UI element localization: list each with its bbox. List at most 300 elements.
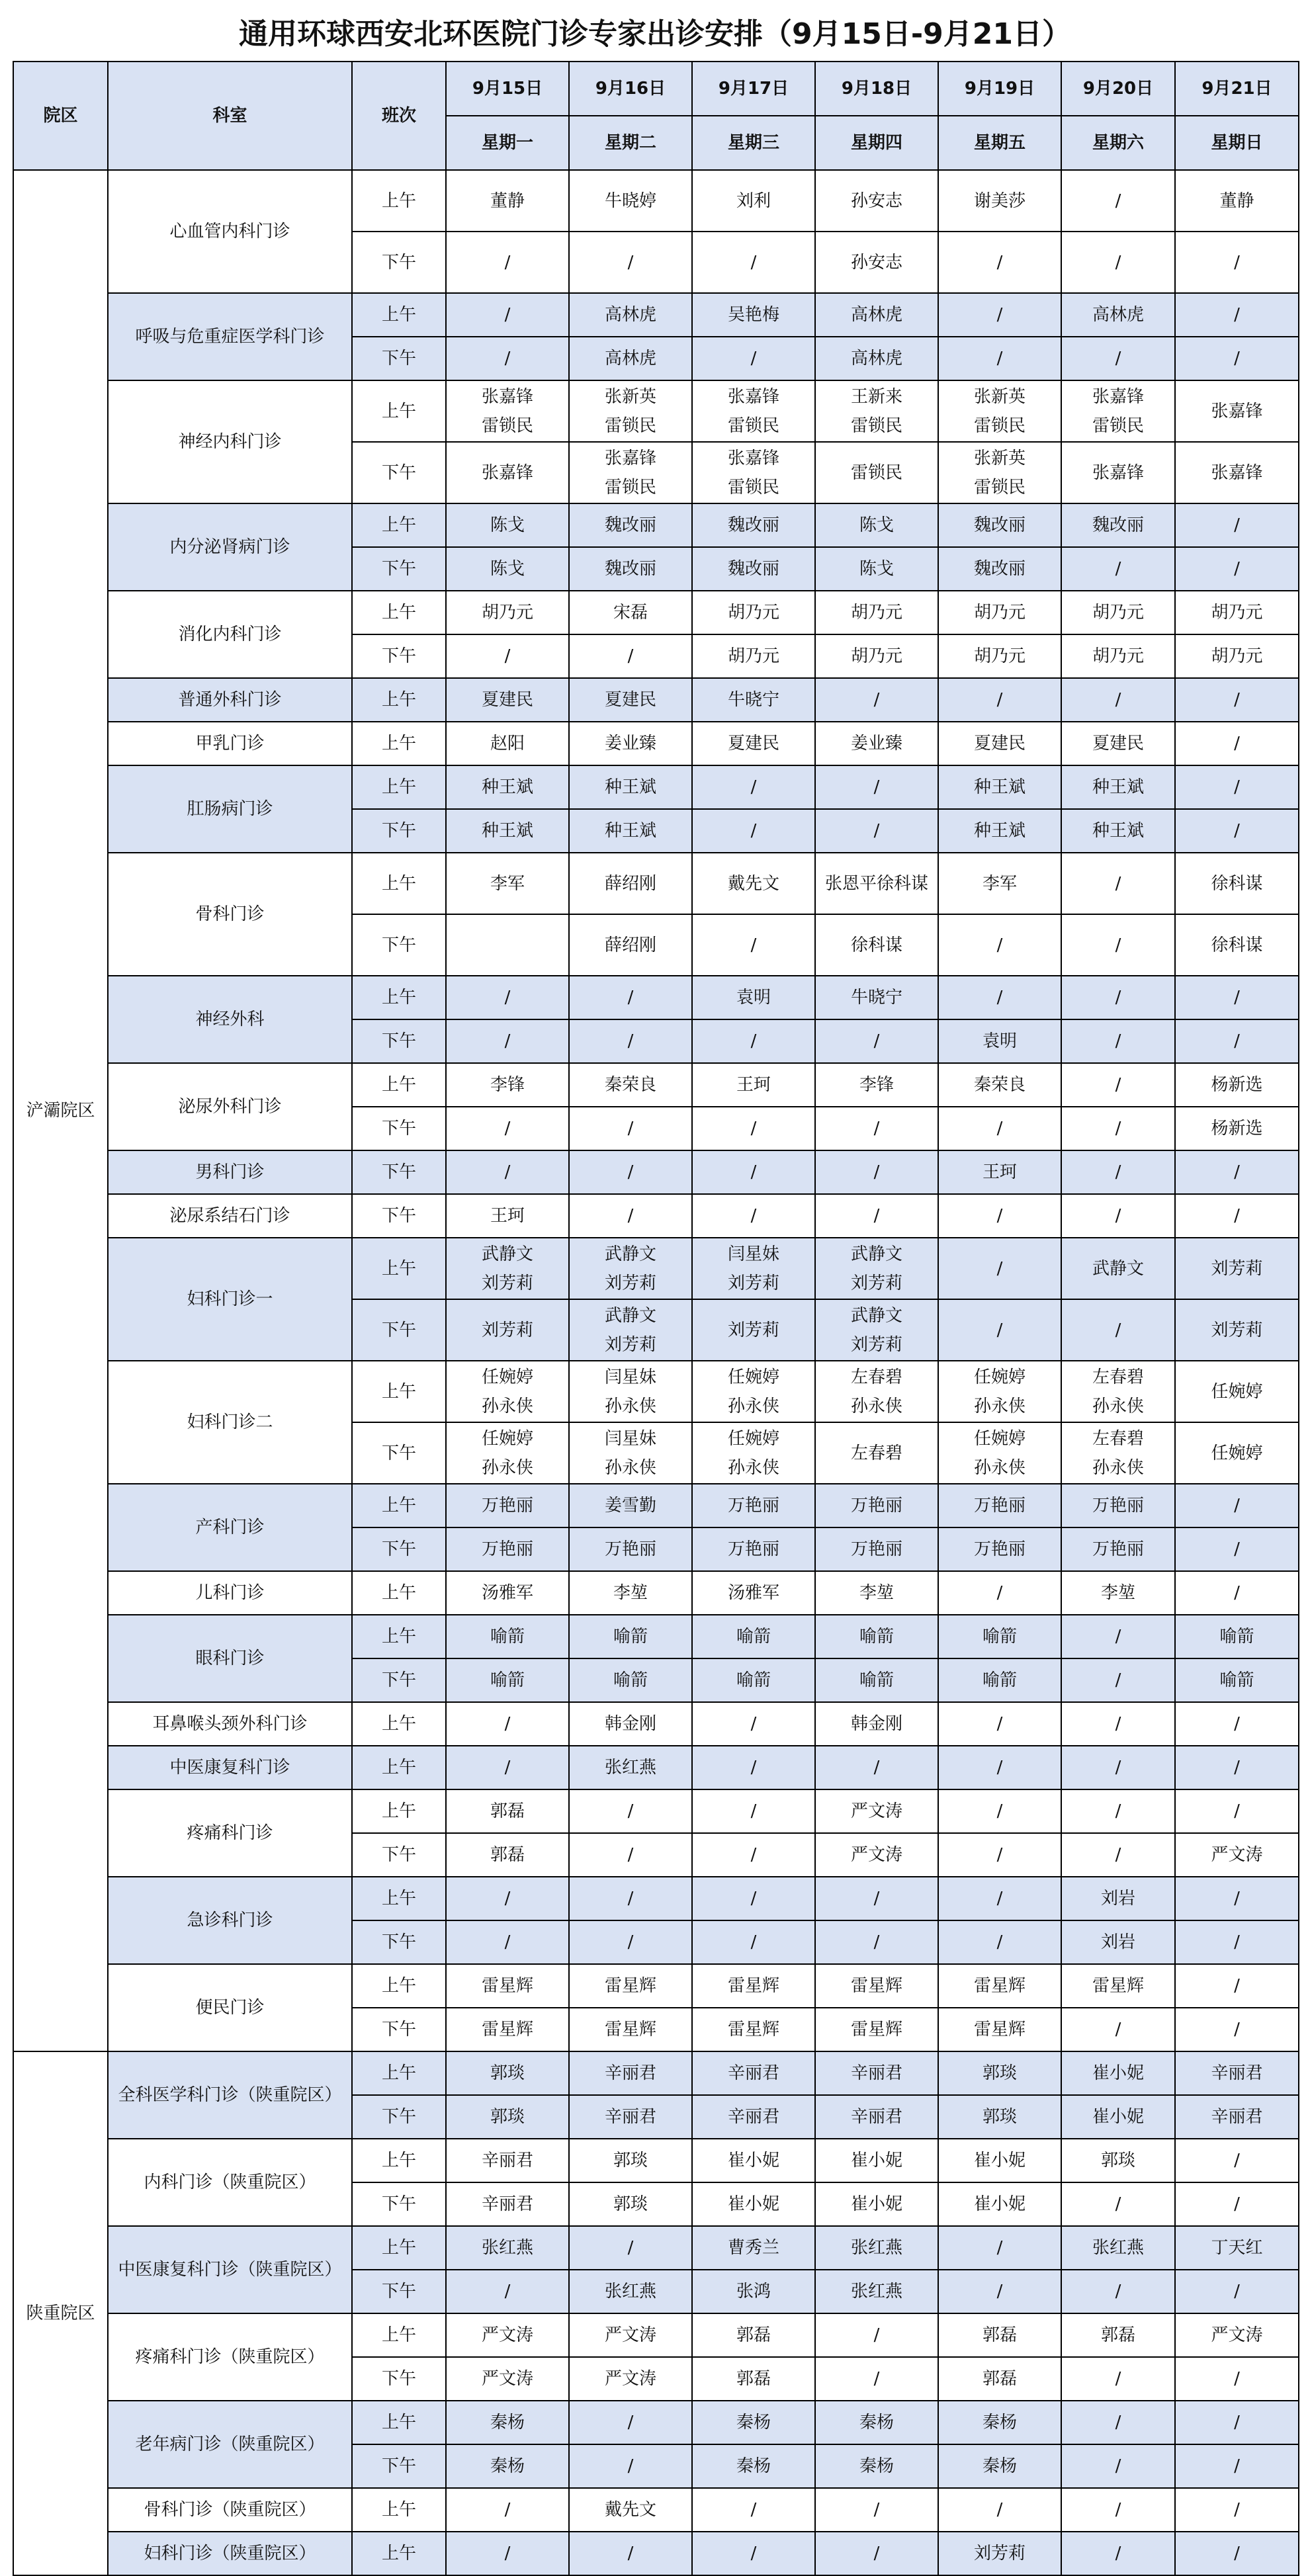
table-row [13,1238,1299,1299]
doctor-name: 雷锁民 [973,415,1026,436]
doctor-cell: 杨新选 [1175,1107,1299,1150]
shift-label: 下午 [352,2008,446,2051]
doctor-cell: 夏建民 [569,678,692,722]
doctor-cell: / [692,2532,815,2575]
doctor-cell: 夏建民 [1061,722,1175,765]
doctor-cell: / [692,2488,815,2532]
doctor-cell: 种王斌 [938,765,1061,809]
shift-label: 下午 [352,1527,446,1571]
doctor-cell: 张恩平徐科谋 [815,853,938,914]
doctor-cell: 刘利 [692,170,815,232]
doctor-cell: / [569,634,692,678]
doctor-cell: 喻箭 [569,1658,692,1702]
doctor-cell: / [1175,2357,1299,2401]
department-name: 普通外科门诊 [108,678,352,722]
doctor-cell: 喻箭 [446,1658,569,1702]
table-row [13,2401,1299,2444]
doctor-cell: / [692,1019,815,1063]
doctor-name: 刘芳莉 [604,1334,656,1355]
table-row [13,1484,1299,1527]
table-row [13,678,1299,722]
doctor-cell: 喻箭 [938,1615,1061,1658]
header-weekday: 星期五 [938,116,1061,170]
shift-label: 下午 [352,2270,446,2313]
doctor-cell: / [1175,722,1299,765]
doctor-cell: 高林虎 [1061,293,1175,337]
doctor-cell: 刘芳莉 [692,1299,815,1361]
doctor-cell: / [446,1019,569,1063]
doctor-cell: 徐科谋 [1175,853,1299,914]
doctor-cell: / [446,1746,569,1789]
doctor-cell: 谢美莎 [938,170,1061,232]
shift-label: 下午 [352,1019,446,1063]
table-row [13,1194,1299,1238]
doctor-cell: / [1175,2444,1299,2488]
table-row [13,722,1299,765]
doctor-cell: 雷星辉 [569,2008,692,2051]
doctor-cell: 郭琰 [446,2051,569,2095]
doctor-cell: / [815,765,938,809]
doctor-cell [692,1422,815,1484]
doctor-cell: 胡乃元 [1061,634,1175,678]
doctor-cell: 郭磊 [692,2357,815,2401]
table-row [13,765,1299,809]
department-name: 男科门诊 [108,1150,352,1194]
doctor-cell [1061,1422,1175,1484]
doctor-cell: 胡乃元 [1175,591,1299,634]
doctor-cell: 崔小妮 [1061,2095,1175,2139]
table-row [13,1789,1299,1833]
shift-label: 下午 [352,1150,446,1194]
doctor-cell: 魏改丽 [938,503,1061,547]
doctor-name: 任婉婷 [727,1428,779,1449]
doctor-cell: / [1061,2357,1175,2401]
doctor-cell: 雷星辉 [446,2008,569,2051]
doctor-cell: / [1175,1702,1299,1746]
doctor-cell: / [1061,1194,1175,1238]
doctor-cell: / [815,1194,938,1238]
doctor-cell: 刘岩 [1061,1920,1175,1964]
doctor-cell: 秦杨 [938,2401,1061,2444]
table-header [13,62,1299,170]
doctor-cell: 辛丽君 [692,2095,815,2139]
doctor-name: 雷锁民 [727,477,779,497]
doctor-cell: 张嘉锋 [1175,380,1299,442]
doctor-name: 雷锁民 [604,477,656,497]
doctor-name: 孙永侠 [973,1457,1026,1478]
doctor-cell: / [1061,2488,1175,2532]
doctor-cell: / [938,914,1061,976]
doctor-cell: 雷星辉 [815,2008,938,2051]
doctor-cell: 秦杨 [692,2401,815,2444]
doctor-cell: 刘芳莉 [446,1299,569,1361]
header-date: 9月18日 [815,62,938,116]
doctor-cell: 辛丽君 [569,2095,692,2139]
doctor-cell: 张红燕 [569,1746,692,1789]
doctor-cell: 陈戈 [446,503,569,547]
doctor-cell: 喻箭 [1175,1658,1299,1702]
doctor-cell: 严文涛 [446,2357,569,2401]
doctor-cell: 刘芳莉 [1175,1238,1299,1299]
doctor-cell: 辛丽君 [446,2182,569,2226]
shift-label: 下午 [352,547,446,591]
doctor-cell [692,380,815,442]
doctor-cell: / [938,1833,1061,1877]
doctor-cell: 杨新选 [1175,1063,1299,1107]
doctor-cell: 秦杨 [446,2401,569,2444]
doctor-cell: 万艳丽 [815,1527,938,1571]
shift-label: 下午 [352,914,446,976]
doctor-cell: / [938,1107,1061,1150]
doctor-cell: 张嘉锋 [446,442,569,503]
doctor-cell: / [1061,976,1175,1019]
doctor-cell: 夏建民 [938,722,1061,765]
doctor-cell: 喻箭 [815,1658,938,1702]
department-name: 消化内科门诊 [108,591,352,678]
shift-label: 上午 [352,591,446,634]
doctor-cell: 魏改丽 [692,503,815,547]
doctor-name: 闫星妹 [604,1428,656,1449]
doctor-name: 左春碧 [850,1367,902,1387]
table-row [13,2532,1299,2575]
doctor-cell: 严文涛 [1175,2313,1299,2357]
doctor-cell: 张嘉锋 [1175,442,1299,503]
doctor-name: 任婉婷 [727,1367,779,1387]
doctor-cell: 胡乃元 [446,591,569,634]
doctor-cell: / [938,2226,1061,2270]
doctor-cell: / [446,2488,569,2532]
doctor-cell: / [446,2532,569,2575]
doctor-cell: / [815,1019,938,1063]
table-row [13,2051,1299,2095]
table-row [13,170,1299,232]
doctor-cell: 种王斌 [938,809,1061,853]
doctor-cell: / [1175,1746,1299,1789]
doctor-cell: / [1175,2488,1299,2532]
doctor-cell: 魏改丽 [1061,503,1175,547]
doctor-cell: 赵阳 [446,722,569,765]
table-row [13,1063,1299,1107]
doctor-name: 孙永侠 [727,1457,779,1478]
doctor-cell: / [1061,547,1175,591]
doctor-cell: 徐科谋 [815,914,938,976]
doctor-cell: 种王斌 [1061,765,1175,809]
doctor-cell: 任婉婷 [1175,1422,1299,1484]
doctor-cell: 汤雅军 [692,1571,815,1615]
doctor-cell: / [938,678,1061,722]
doctor-cell: 韩金刚 [815,1702,938,1746]
doctor-name: 武静文 [481,1244,533,1264]
shift-label: 上午 [352,1571,446,1615]
header-date: 9月19日 [938,62,1061,116]
doctor-name: 任婉婷 [481,1428,533,1449]
shift-label: 上午 [352,678,446,722]
table-row [13,976,1299,1019]
doctor-cell: / [1175,976,1299,1019]
shift-label: 下午 [352,634,446,678]
table-body [13,170,1299,2575]
doctor-cell: 陈戈 [815,547,938,591]
doctor-cell: 万艳丽 [692,1527,815,1571]
doctor-cell: / [446,976,569,1019]
doctor-cell: 李锋 [815,1063,938,1107]
doctor-cell: 郭磊 [938,2313,1061,2357]
doctor-cell: 雷星辉 [1061,1964,1175,2008]
doctor-cell: / [1061,232,1175,293]
doctor-cell: / [692,1789,815,1833]
department-name: 中医康复科门诊（陕重院区） [108,2226,352,2313]
shift-label: 上午 [352,1746,446,1789]
doctor-cell: / [569,1920,692,1964]
doctor-cell: / [1175,2182,1299,2226]
page-title: 通用环球西安北环医院门诊专家出诊安排（9月15日-9月21日） [239,17,1071,51]
doctor-cell: / [1061,1658,1175,1702]
doctor-cell: / [1061,853,1175,914]
doctor-cell: 牛晓婷 [569,170,692,232]
doctor-name: 张嘉锋 [727,386,779,407]
doctor-cell: 雷星辉 [446,1964,569,2008]
department-name: 急诊科门诊 [108,1877,352,1964]
doctor-cell: 李军 [938,853,1061,914]
doctor-cell: 万艳丽 [446,1484,569,1527]
doctor-name: 雷锁民 [1092,415,1144,436]
doctor-name: 武静文 [850,1244,902,1264]
doctor-cell: 戴先文 [569,2488,692,2532]
doctor-cell: / [1175,547,1299,591]
doctor-name: 王新来 [850,386,902,407]
doctor-cell: 夏建民 [692,722,815,765]
doctor-cell: / [692,1877,815,1920]
doctor-name: 张嘉锋 [481,386,533,407]
table-row [13,1877,1299,1920]
doctor-cell: 崔小妮 [938,2182,1061,2226]
doctor-cell: / [1061,2182,1175,2226]
doctor-name: 任婉婷 [973,1428,1026,1449]
doctor-cell: 曹秀兰 [692,2226,815,2270]
doctor-cell: 武静文 [1061,1238,1175,1299]
doctor-cell: / [692,1702,815,1746]
doctor-cell: / [938,1920,1061,1964]
doctor-name: 武静文 [604,1305,656,1326]
shift-label: 上午 [352,1789,446,1833]
header-date: 9月16日 [569,62,692,116]
doctor-cell [569,1299,692,1361]
doctor-cell: 王珂 [446,1194,569,1238]
doctor-cell: 丁天红 [1175,2226,1299,2270]
doctor-name: 闫星妹 [727,1244,779,1264]
doctor-cell: 万艳丽 [938,1484,1061,1527]
doctor-cell: 胡乃元 [692,634,815,678]
shift-label: 上午 [352,293,446,337]
doctor-cell: / [569,1150,692,1194]
department-name: 泌尿系结石门诊 [108,1194,352,1238]
doctor-cell: / [1175,1484,1299,1527]
doctor-name: 任婉婷 [973,1367,1026,1387]
doctor-cell [569,442,692,503]
department-name: 甲乳门诊 [108,722,352,765]
doctor-cell: 辛丽君 [1175,2095,1299,2139]
shift-label: 上午 [352,2139,446,2182]
doctor-cell: / [1175,2139,1299,2182]
doctor-cell: 宋磊 [569,591,692,634]
shift-label: 下午 [352,232,446,293]
doctor-cell: / [1061,1299,1175,1361]
shift-label: 上午 [352,1964,446,2008]
doctor-cell [446,914,569,976]
doctor-name: 孙永侠 [604,1457,656,1478]
doctor-name: 雷锁民 [604,415,656,436]
doctor-cell: 严文涛 [815,1789,938,1833]
shift-label: 上午 [352,1361,446,1422]
header-date: 9月21日 [1175,62,1299,116]
doctor-cell: 高林虎 [569,337,692,380]
doctor-cell: / [1175,1789,1299,1833]
doctor-cell [692,1361,815,1422]
doctor-cell: 高林虎 [569,293,692,337]
doctor-cell: / [692,809,815,853]
department-name: 妇科门诊（陕重院区） [108,2532,352,2575]
shift-label: 下午 [352,1920,446,1964]
doctor-cell: 袁明 [938,1019,1061,1063]
shift-label: 下午 [352,337,446,380]
doctor-cell: 夏建民 [446,678,569,722]
shift-label: 上午 [352,2313,446,2357]
doctor-cell: 王珂 [938,1150,1061,1194]
doctor-cell: 秦杨 [692,2444,815,2488]
doctor-name: 雷锁民 [850,415,902,436]
doctor-cell: / [1061,2401,1175,2444]
header-weekday: 星期日 [1175,116,1299,170]
doctor-cell: 万艳丽 [815,1484,938,1527]
doctor-cell: 韩金刚 [569,1702,692,1746]
shift-label: 下午 [352,1833,446,1877]
doctor-cell: 辛丽君 [692,2051,815,2095]
doctor-cell: 喻箭 [446,1615,569,1658]
department-name: 疼痛科门诊（陕重院区） [108,2313,352,2401]
doctor-cell: / [1061,1746,1175,1789]
doctor-cell: / [938,1746,1061,1789]
doctor-cell: 辛丽君 [815,2095,938,2139]
doctor-name: 任婉婷 [481,1367,533,1387]
doctor-cell: 董静 [446,170,569,232]
department-name: 产科门诊 [108,1484,352,1571]
doctor-cell: / [1175,1571,1299,1615]
doctor-name: 张新英 [973,386,1026,407]
doctor-cell: / [1175,232,1299,293]
table-row [13,1361,1299,1422]
shift-label: 上午 [352,1063,446,1107]
doctor-name: 武静文 [850,1305,902,1326]
header-weekday: 星期二 [569,116,692,170]
header-department: 科室 [108,62,352,170]
doctor-cell: 喻箭 [938,1658,1061,1702]
doctor-cell: 陈戈 [446,547,569,591]
doctor-cell: / [815,1746,938,1789]
doctor-cell: 薛绍刚 [569,853,692,914]
doctor-cell: / [446,293,569,337]
doctor-cell [446,1238,569,1299]
doctor-cell: / [1175,1194,1299,1238]
doctor-cell: 徐科谋 [1175,914,1299,976]
department-name: 眼科门诊 [108,1615,352,1702]
doctor-cell: 崔小妮 [815,2182,938,2226]
doctor-cell: 李堃 [1061,1571,1175,1615]
doctor-cell: 胡乃元 [815,591,938,634]
doctor-cell: / [938,1238,1061,1299]
doctor-cell: / [938,232,1061,293]
doctor-cell [692,442,815,503]
department-name: 内科门诊（陕重院区） [108,2139,352,2226]
doctor-cell [938,442,1061,503]
doctor-name: 孙永侠 [1092,1396,1144,1416]
table-row [13,1615,1299,1658]
doctor-name: 刘芳莉 [481,1273,533,1293]
doctor-cell: / [569,2444,692,2488]
doctor-cell: 薛绍刚 [569,914,692,976]
doctor-cell [692,1238,815,1299]
shift-label: 下午 [352,2444,446,2488]
doctor-cell: 雷星辉 [938,1964,1061,2008]
doctor-cell [938,1422,1061,1484]
doctor-cell: / [938,1299,1061,1361]
doctor-cell: / [1061,2444,1175,2488]
doctor-cell: 辛丽君 [815,2051,938,2095]
doctor-cell: 喻箭 [692,1658,815,1702]
doctor-cell: 胡乃元 [692,591,815,634]
doctor-cell: 魏改丽 [938,547,1061,591]
doctor-cell: 种王斌 [569,809,692,853]
doctor-name: 刘芳莉 [850,1334,902,1355]
doctor-name: 孙永侠 [973,1396,1026,1416]
doctor-cell: 雷星辉 [938,2008,1061,2051]
doctor-cell: 李堃 [569,1571,692,1615]
table-row [13,2488,1299,2532]
doctor-cell [815,1299,938,1361]
doctor-cell: 郭琰 [569,2139,692,2182]
doctor-cell: 严文涛 [1175,1833,1299,1877]
doctor-name: 张新英 [604,386,656,407]
shift-label: 上午 [352,2401,446,2444]
doctor-name: 刘芳莉 [604,1273,656,1293]
doctor-cell [815,1361,938,1422]
doctor-cell: 张红燕 [815,2226,938,2270]
doctor-cell: / [1061,678,1175,722]
table-row [13,853,1299,914]
doctor-cell: / [1175,1877,1299,1920]
doctor-cell: 万艳丽 [1061,1484,1175,1527]
doctor-cell: 辛丽君 [569,2051,692,2095]
department-name: 妇科门诊一 [108,1238,352,1361]
doctor-cell: 姜业臻 [569,722,692,765]
doctor-cell: / [1061,170,1175,232]
doctor-name: 刘芳莉 [850,1273,902,1293]
doctor-cell: 袁明 [692,976,815,1019]
doctor-cell: 王珂 [692,1063,815,1107]
doctor-cell: / [1061,1150,1175,1194]
doctor-cell: 秦荣良 [938,1063,1061,1107]
doctor-cell: 董静 [1175,170,1299,232]
doctor-cell: 喻箭 [1175,1615,1299,1658]
department-name: 骨科门诊 [108,853,352,976]
doctor-cell: / [1175,293,1299,337]
doctor-cell [569,1238,692,1299]
table-row [13,2313,1299,2357]
doctor-cell: / [692,914,815,976]
doctor-cell: 郭琰 [938,2051,1061,2095]
doctor-cell: / [692,1107,815,1150]
doctor-cell: 李锋 [446,1063,569,1107]
doctor-cell: 姜业臻 [815,722,938,765]
